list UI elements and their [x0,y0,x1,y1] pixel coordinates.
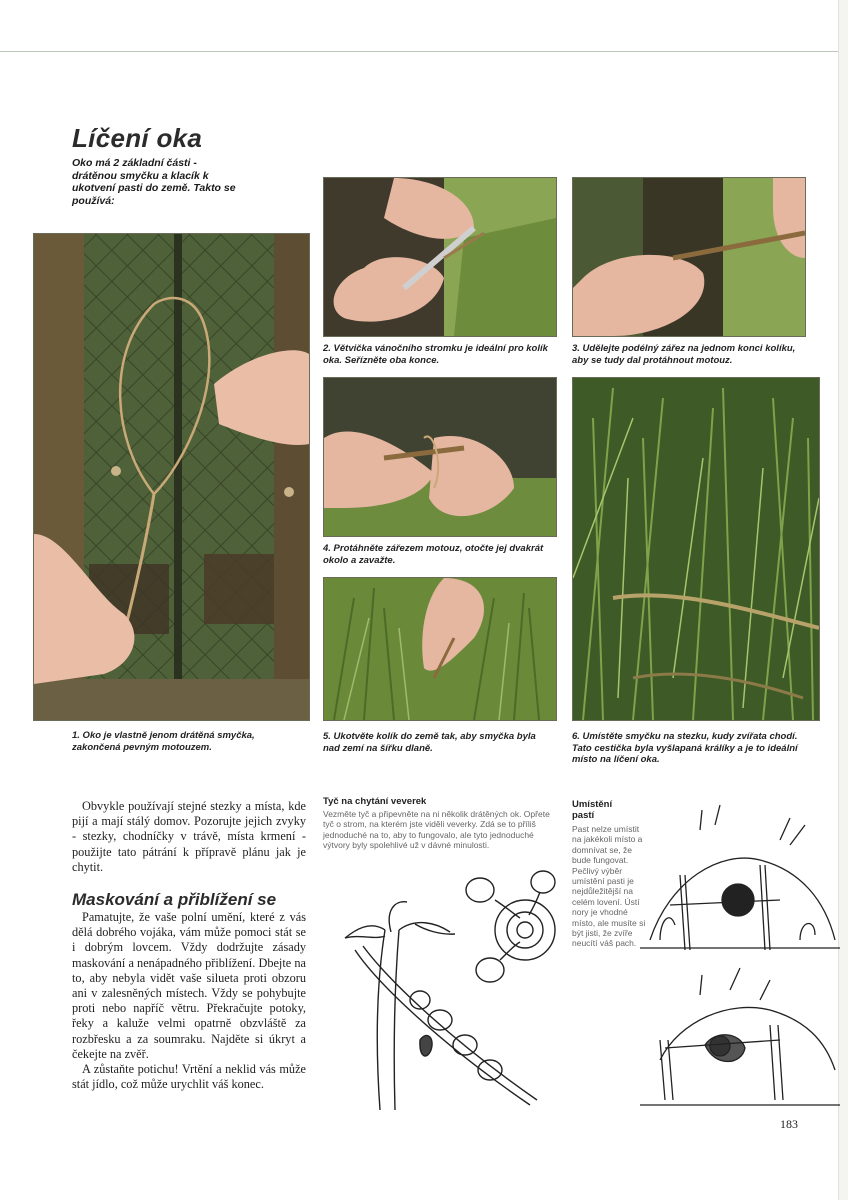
photo-tying-twine [323,377,557,537]
photo-notching-stick [572,177,806,337]
paragraph-camouflage [72,910,306,1092]
caption-3: 3. Udělejte podélný zářez na jednom konci kolíku, aby se tudy dal protáhnout motouz. [572,343,796,366]
paragraph-habits [72,799,306,875]
photo-rabbit-run [572,377,820,721]
top-rule [0,51,848,52]
caption-1: 1. Oko je vlastně jenom drátěná smyčka, zakončená pevným motouzem. [72,730,255,753]
paragraph-text: Pamatujte, že vaše polní umění, které z vás dělá dobrého vojáka, vám může pomoci stát se i dobrým lovcem. Vždy dodržujte zásady maskování a nenápadného přiblížení. Dbejte na to, aby nebyla vidět vaše silueta proti obzoru ani v zalesněných místech. Vždy se pohybujte proti nebo napříč větru. Překračujte potoky, řeky a kaluže velmi opatrně obzvláště za rozbřesku a za soumraku. Najděte si úkryt a čekejte na zvěř. [72,910,306,1061]
page-number: 183 [780,1117,798,1131]
caption-2: 2. Větvička vánočního stromku je ideální pro kolík oka. Seřízněte oba konce. [323,343,548,366]
illustration-squirrel-pole [315,860,565,1115]
caption-4: 4. Protáhněte zářezem motouz, otočte jej dvakrát okolo a zavažte. [323,543,544,566]
paragraph-text: Obvykle používají stejné stezky a místa, kde pijí a mají stálý domov. Pozorujte jejich zvyky - stezky, chodníčky v trávě, místa krmení - použijte tato pátrání k přípravě plánu jak je chytit. [72,799,306,874]
illustration-burrow-snares [640,800,840,1115]
box-text-trap-placement: Past nelze umístit na jakékoli místo a domnívat se, že bude fungovat. Pečlivý výběr umístění pasti je nejdůležitější na celém lovení. Ústí nory je vhodné místo, ale musíte si být jisti, že zvíře neucítí váš pach. [572,824,646,949]
paragraph-text: A zůstaňte potichu! Vrtění a neklid vás může stát jídlo, což může urychlit váš konec. [72,1062,306,1092]
photo-anchoring-peg [323,577,557,721]
caption-5: 5. Ukotvěte kolík do země tak, aby smyčka byla nad zemí na šířku dlaně. [323,731,536,754]
photo-cutting-stick [323,177,557,337]
box-title-trap-placement: Umístění pastí [572,799,613,821]
box-text-squirrel-pole: Vezměte tyč a připevněte na ni několik drátěných ok. Opřete tyč o strom, na kterém jste viděli veverky. Zdá se to příliš jednoduché na to, aby to fungovalo, ale tyto jednoduché výtvory byly spolehlivé už v dávné minulosti. [323,809,550,851]
intro-text: Oko má 2 základní části - drátěnou smyčku a klacík k ukotvení pasti do země. Takto se používá: [72,157,236,207]
caption-6: 6. Umístěte smyčku na stezku, kudy zvířata chodí. Tato cestička byla vyšlapaná králíky a je to ideální místo na líčení oka. [572,731,798,765]
photo-snare-wire [33,233,310,721]
page-title: Líčení oka [72,123,203,153]
section-heading-camouflage: Maskování a přiblížení se [72,890,277,909]
box-title-squirrel-pole: Tyč na chytání veverek [323,796,427,807]
